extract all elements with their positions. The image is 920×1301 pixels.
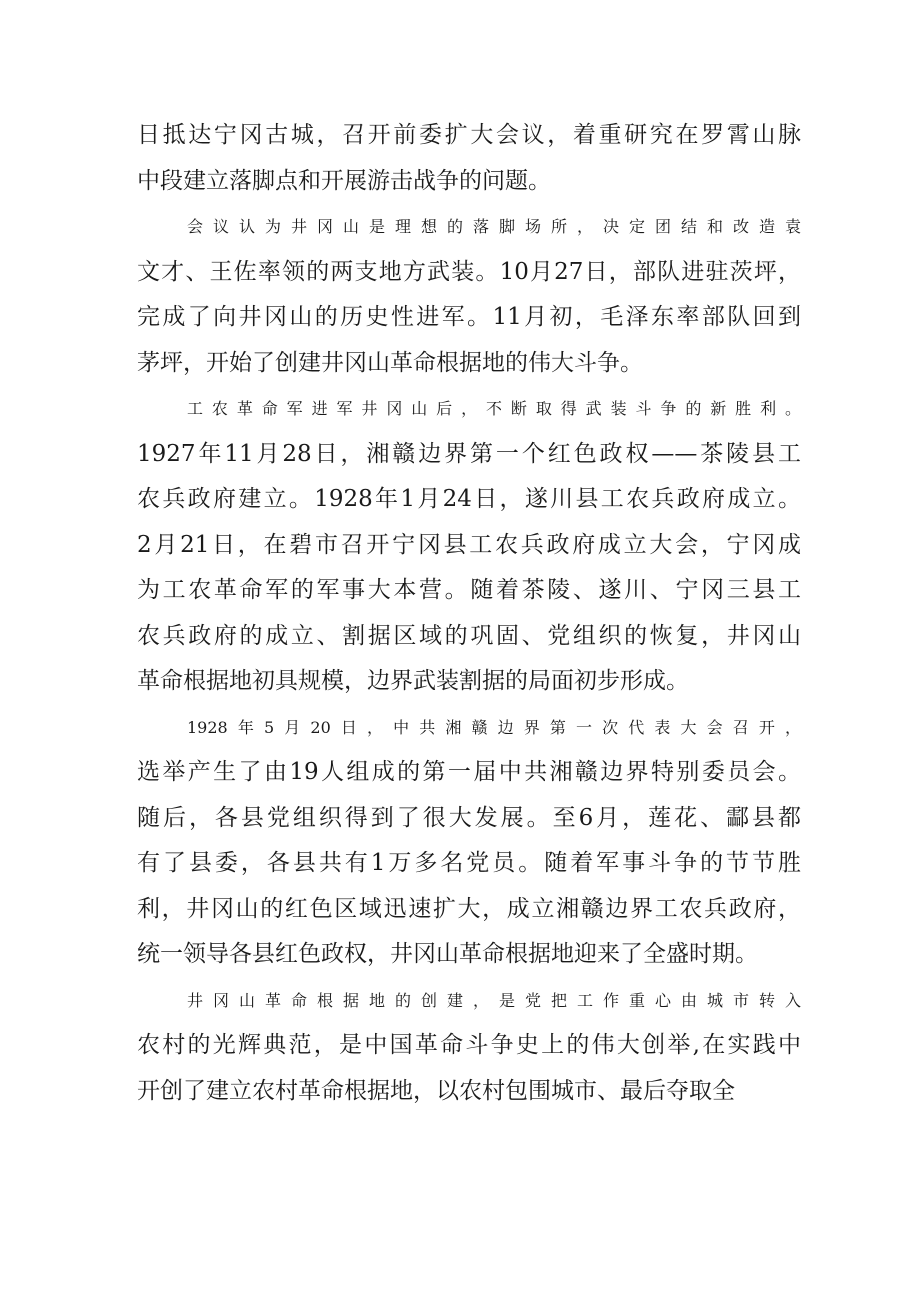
text-line: 完成了向井冈山的历史性进军。11月初，毛泽东率部队回到	[137, 304, 801, 330]
text-line: 中段建立落脚点和开展游击战争的问题。	[137, 167, 551, 194]
text-line: 1927年11月28日，湘赣边界第一个红色政权——茶陵县工	[137, 440, 801, 467]
text-line: 农兵政府建立。1928年1月24日，遂川县工农兵政府成立。	[137, 486, 801, 512]
paragraph	[137, 386, 801, 705]
text-line: 文才、王佐率领的两支地方武装。10月27日，部队进驻茨坪，	[137, 258, 801, 285]
text-line: 茅坪，开始了创建井冈山革命根据地的伟大斗争。	[137, 349, 643, 376]
text-line: 农村的光辉典范，是中国革命斗争史上的伟大创举,在实践中	[137, 1032, 801, 1058]
text-line: 为工农革命军的军事大本营。随着茶陵、遂川、宁冈三县工	[137, 577, 801, 603]
text-line: 有了县委，各县共有1万多名党员。随着军事斗争的节节胜	[137, 850, 801, 876]
text-line: 井冈山革命根据地的创建，是党把工作重心由城市转入	[187, 990, 801, 1010]
text-line: 统一领导各县红色政权，井冈山革命根据地迎来了全盛时期。	[137, 941, 758, 967]
paragraph	[137, 113, 801, 204]
paragraph	[137, 705, 801, 978]
text-line: 日抵达宁冈古城，召开前委扩大会议，着重研究在罗霄山脉	[137, 122, 801, 148]
text-line: 革命根据地初具规模，边界武装割据的局面初步形成。	[137, 668, 689, 694]
text-line: 1928年5月20日，中共湘赣边界第一次代表大会召开，	[187, 717, 801, 737]
text-line: 2月21日，在碧市召开宁冈县工农兵政府成立大会，宁冈成	[137, 531, 801, 558]
paragraph	[137, 978, 801, 1115]
text-line: 开创了建立农村革命根据地，以农村包围城市、最后夺取全	[137, 1077, 735, 1104]
text-line: 工农革命军进军井冈山后，不断取得武装斗争的新胜利。	[187, 399, 801, 418]
document-body	[137, 113, 801, 1114]
paragraph	[137, 204, 801, 386]
text-line: 会议认为井冈山是理想的落脚场所，决定团结和改造袁	[187, 217, 801, 236]
text-line: 随后，各县党组织得到了很大发展。至6月，莲花、酃县都	[137, 804, 801, 831]
text-line: 选举产生了由19人组成的第一届中共湘赣边界特别委员会。	[137, 759, 801, 785]
text-line: 农兵政府的成立、割据区域的巩固、党组织的恢复，井冈山	[137, 622, 801, 649]
text-line: 利，井冈山的红色区域迅速扩大，成立湘赣边界工农兵政府，	[137, 895, 801, 922]
